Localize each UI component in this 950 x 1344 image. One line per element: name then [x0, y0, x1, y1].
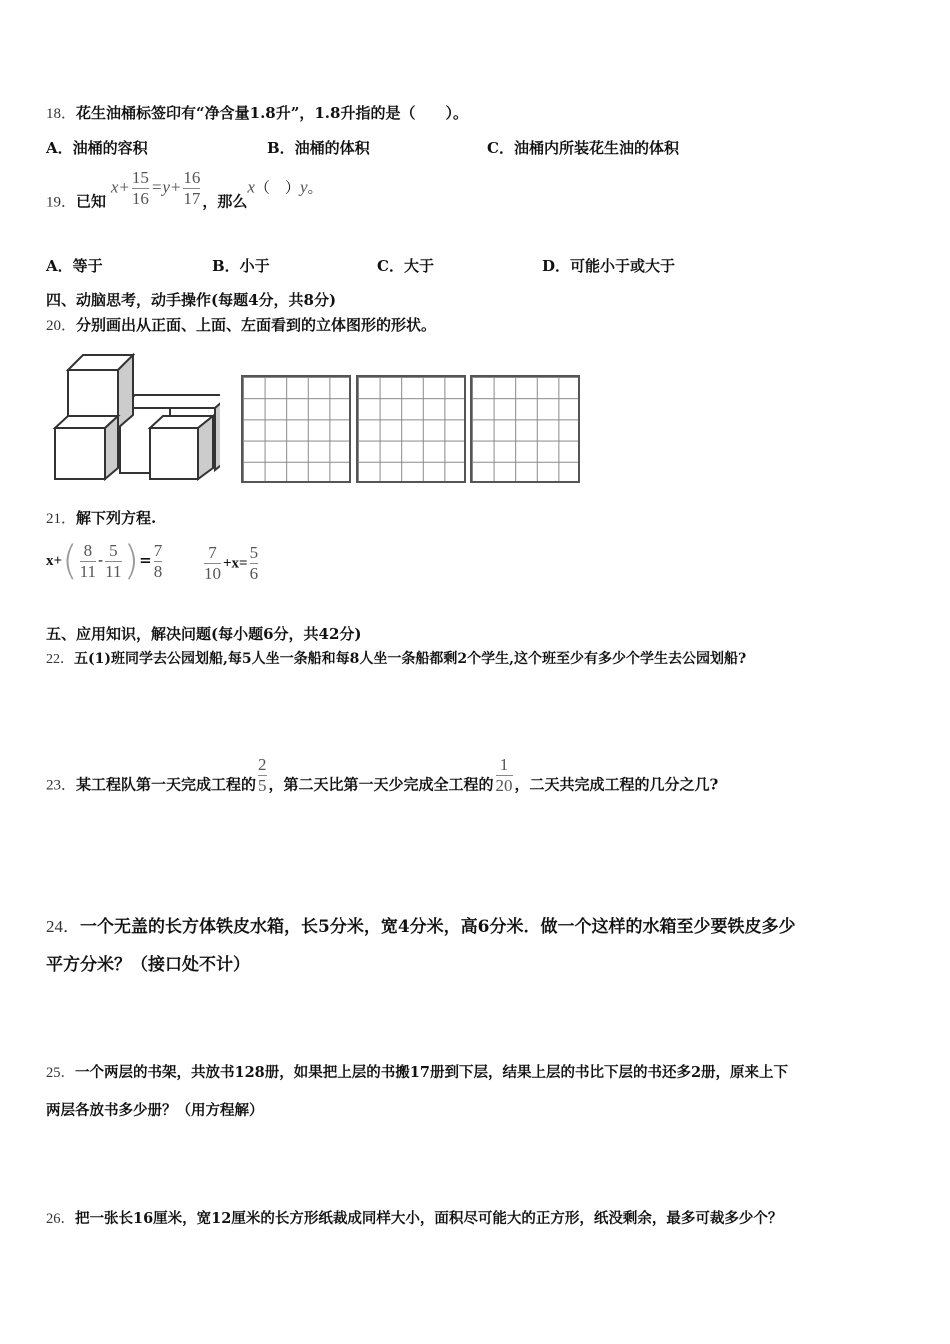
- question-26: [46, 1207, 782, 1228]
- question-number: 23．: [46, 777, 77, 794]
- section-heading: 四、动脑思考，动手操作(每题4分，共8分): [46, 291, 337, 309]
- numerator: 5: [109, 540, 118, 560]
- fraction: [496, 755, 513, 796]
- question-text: ，那么: [202, 192, 248, 211]
- fraction: [204, 543, 221, 584]
- question-text: 一个无盖的长方体铁皮水箱，长5分米，宽4分米，高6分米．做一个这样的水箱至少要铁皮多少: [80, 917, 796, 937]
- question-number: 20．: [46, 318, 77, 334]
- section-heading: 五、应用知识，解决问题(每小题6分，共42分): [46, 625, 362, 643]
- math-op: =: [139, 551, 152, 569]
- cube-side: [198, 416, 213, 479]
- option-b: B．油桶的体积: [267, 139, 370, 157]
- denominator: 10: [204, 564, 221, 583]
- question-24: [46, 912, 795, 937]
- math-text: x+: [46, 553, 63, 569]
- numerator: 5: [249, 543, 259, 562]
- question-number: 26．: [46, 1211, 75, 1227]
- question-text: 花生油桶标签印有“净含量1.8升”，1.8升指的是（ ）。: [76, 104, 468, 122]
- numerator: 7: [153, 540, 163, 560]
- cube-side: [215, 395, 220, 470]
- question-text: ，二天共完成工程的几分之几?: [514, 775, 719, 794]
- math-op: =: [150, 177, 163, 197]
- numerator: 2: [258, 755, 267, 774]
- fraction: [154, 541, 163, 582]
- question-text: 解下列方程.: [76, 509, 157, 527]
- fraction: [250, 543, 259, 584]
- fraction: [258, 755, 267, 796]
- math-var: y: [299, 177, 308, 197]
- question-22: [46, 648, 746, 668]
- option-a: A．等于: [46, 257, 103, 275]
- option-b: B．小于: [212, 257, 270, 275]
- question-21: [46, 507, 156, 528]
- answer-blank: （ ）: [254, 178, 300, 197]
- answer-grid-left[interactable]: [470, 375, 580, 483]
- fraction: [132, 168, 149, 209]
- option-d: D．可能小于或大于: [542, 257, 676, 275]
- numerator: 7: [208, 543, 217, 562]
- answer-grid-front[interactable]: [241, 375, 351, 483]
- math-op: +: [169, 177, 182, 197]
- denominator: 6: [249, 564, 259, 583]
- numerator: 1: [499, 755, 509, 774]
- option-c: C．大于: [377, 257, 434, 275]
- question-number: 22．: [46, 652, 74, 667]
- numerator: 15: [131, 168, 149, 187]
- option-a: A．油桶的容积: [46, 139, 148, 157]
- question-text-continued: 平方分米？（接口处不计）: [46, 955, 250, 975]
- denominator: 11: [79, 561, 97, 581]
- cube-figure: [50, 350, 220, 485]
- fraction: [105, 541, 121, 582]
- question-text: 一个两层的书架，共放书128册，如果把上层的书搬17册到下层，结果上层的书比下层的书还多2册，原来上下: [75, 1064, 789, 1081]
- question-23: [46, 755, 718, 796]
- question-number: 18．: [46, 106, 77, 122]
- fraction: [183, 168, 200, 209]
- cube-side: [105, 416, 118, 479]
- cube-top: [120, 395, 220, 408]
- math-op: -: [98, 551, 104, 569]
- math-text: +x=: [223, 555, 248, 572]
- question-19: [46, 168, 323, 212]
- denominator: 16: [131, 189, 149, 208]
- cube-front: [55, 428, 105, 479]
- question-number: 21．: [46, 511, 77, 527]
- question-text: 把一张长16厘米，宽12厘米的长方形纸裁成同样大小，面积尽可能大的正方形，纸没剩余，最多可裁多少个？: [75, 1210, 783, 1227]
- question-text: ，第二天比第一天少完成全工程的: [268, 775, 494, 794]
- punctuation: 。: [307, 178, 323, 197]
- math-var: y: [162, 177, 170, 197]
- question-number: 25．: [46, 1065, 75, 1081]
- question-25: [46, 1061, 788, 1082]
- numerator: 16: [183, 168, 201, 187]
- equation-2: [202, 543, 260, 584]
- answer-grid-top[interactable]: [356, 375, 466, 483]
- question-text-continued: 两层各放书多少册？（用方程解）: [46, 1102, 264, 1119]
- question-number: 24．: [46, 917, 80, 936]
- denominator: 11: [105, 561, 122, 581]
- question-text: 五(1)班同学去公园划船,每5人坐一条船和每8人坐一条船都剩2个学生,这个班至少有多少个学生去公园划船?: [74, 651, 747, 667]
- denominator: 5: [258, 776, 267, 795]
- question-text: 某工程队第一天完成工程的: [76, 775, 257, 794]
- option-c: C．油桶内所装花生油的体积: [487, 139, 679, 157]
- question-number: 19．: [46, 194, 77, 211]
- question-text: 分别画出从正面、上面、左面看到的立体图形的形状。: [76, 316, 437, 334]
- question-20: [46, 314, 436, 335]
- cube-front: [150, 428, 198, 479]
- math-op: +: [118, 177, 130, 197]
- denominator: 20: [495, 776, 513, 795]
- question-18: [46, 102, 468, 123]
- denominator: 8: [153, 561, 163, 581]
- math-var: x: [110, 177, 119, 197]
- numerator: 8: [83, 540, 93, 560]
- fraction: [80, 541, 96, 582]
- denominator: 17: [183, 189, 201, 208]
- equation-1: x+( $\frac{8}{11}$ - $\frac{5}{11}$ )= $\frac{7}{8}$: [46, 538, 163, 584]
- math-var: x: [247, 177, 255, 197]
- question-text: 已知: [76, 192, 107, 211]
